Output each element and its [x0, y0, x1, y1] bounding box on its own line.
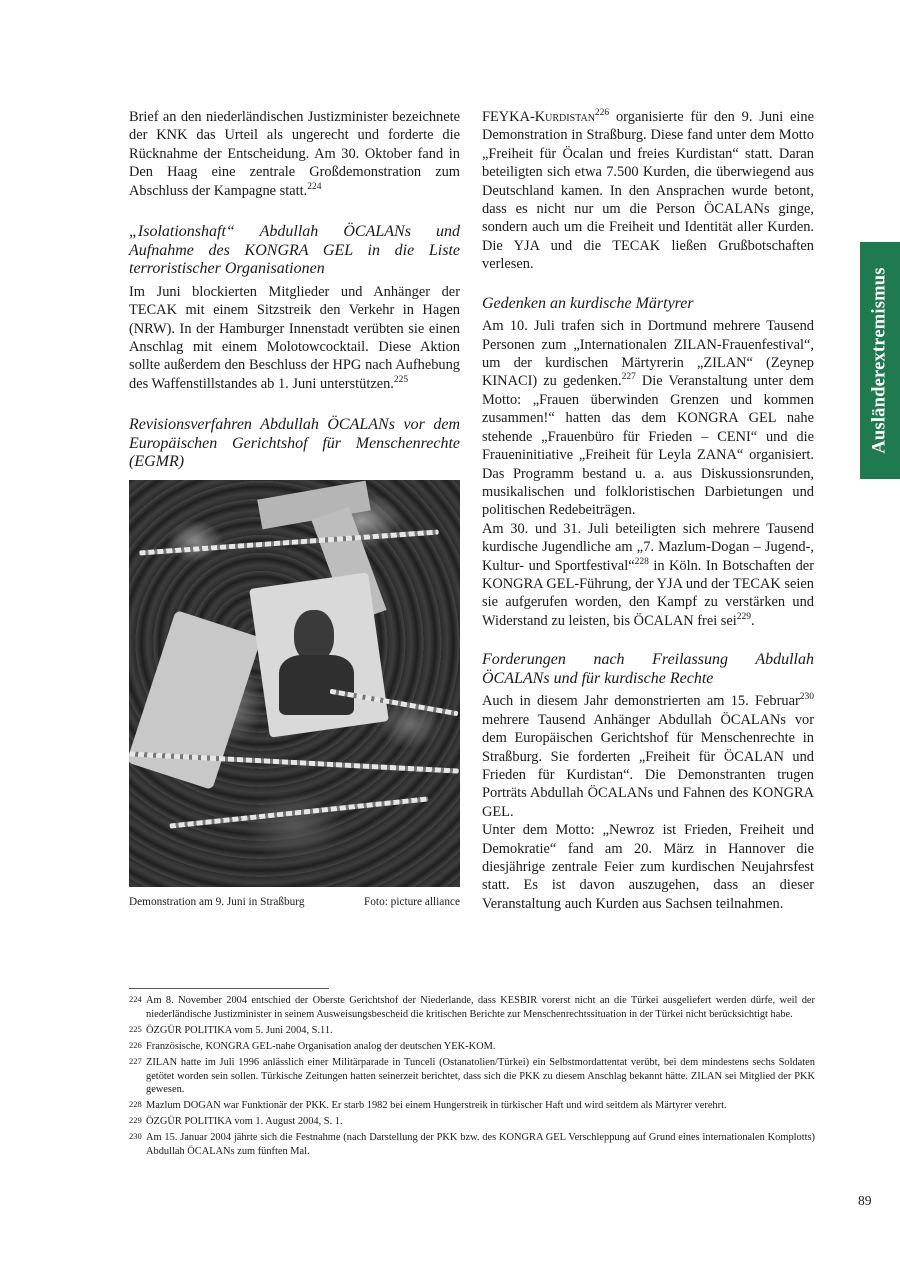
- footnote-number: 224: [129, 994, 142, 1004]
- footnote-item: [129, 1040, 815, 1054]
- section-heading-forderungen: Forderungen nach Freilassung Abdullah ÖCALANs und für kurdische Rechte: [482, 651, 814, 687]
- footnote-text: Mazlum DOGAN war Funktionär der PKK. Er starb 1982 bei einem Hungerstreik in türkischer Haft und wird seitdem als Märtyrer verehrt.: [146, 1100, 727, 1112]
- footnote-item: [129, 1131, 815, 1159]
- footnote-number: 225: [129, 1023, 142, 1034]
- footnote-ref[interactable]: 228: [634, 556, 649, 567]
- footnote-ref[interactable]: 225: [393, 374, 409, 385]
- footnote-text: ZILAN hatte im Juli 1996 anlässlich einer Militärparade in Tunceli (Ostanatolien/Türkei) ein Selbstmordattentat verübt, bei dem mindestens sechs Soldaten getötet worden sein sollen. Türkische Zeitungen hatten seinerzeit berichtet, dass sich die PKK zu diesem Anschlag bekannt hätte. ZILAN sei Mitglied der PKK gewesen.: [146, 1056, 815, 1096]
- footnote-item: [129, 1115, 815, 1129]
- right-column: [482, 108, 814, 913]
- paragraph-tecak-juni: Im Juni blockierten Mitglieder und Anhänger der TECAK mit einem Sitzstreik den Verkehr in Hagen (NRW). In der Hamburger Innenstadt verübten sie einen Anschlag mit einem Molotowcocktail. Diese Aktion sollte außerdem den Beschluss der HPG nach Aufhebung des Waffenstillstandes ab 1. Juni unterstützen.$^{225}$: [129, 283, 460, 392]
- footnotes: [129, 994, 815, 1161]
- section-heading-isolationshaft: „Isolationshaft“ Abdullah ÖCALANs und Aufnahme des KONGRA GEL in die Liste terroristischer Organisationen: [129, 223, 460, 278]
- footnote-number: 230: [129, 1131, 142, 1142]
- left-column: [129, 108, 460, 909]
- footnote-item: [129, 1056, 815, 1098]
- chapter-side-tab-label: Ausländerextremismus: [869, 267, 890, 454]
- footnote-ref[interactable]: 229: [736, 611, 752, 622]
- footnote-divider: [129, 988, 329, 989]
- page-number: 89: [858, 1193, 872, 1208]
- paragraph-feyka: FEYKA-Kurdistan$^{226}$ organisierte für den 9. Juni eine Demonstration in Straßburg. Diese fand unter dem Motto „Freiheit für Öcalan und freies Kurdistan“ statt. Daran beteiligten sich etwa 7.500 Kurden, die überwiegend aus Deutschland kamen. In den Ansprachen wurde betont, dass es nicht nur um die Person ÖCALANs ginge, sondern auch um die Freiheit und Identität aller Kurden. Die YJA und die TECAK ließen Grußbotschaften verlesen.: [482, 108, 814, 273]
- footnote-ref[interactable]: 230: [799, 692, 814, 703]
- section-heading-revisionsverfahren: Revisionsverfahren Abdullah ÖCALANs vor dem Europäischen Gerichtshof für Menschenrechte (EGMR): [129, 416, 460, 471]
- intro-paragraph: Brief an den niederländischen Justizminister bezeichnete der KNK das Urteil als ungerecht und forderte die Rücknahme der Entscheidung. Am 30. Oktober fand in Den Haag eine zentrale Großdemonstration zum Abschluss der Kampagne statt.$^{224}$: [129, 109, 460, 199]
- footnote-number: 227: [129, 1055, 142, 1066]
- footnote-number: 228: [129, 1099, 142, 1110]
- paragraph-mazlum-dogan: Am 30. und 31. Juli beteiligten sich mehrere Tausend kurdische Jugendliche am „7. Mazlum-Dogan – Jugend-, Kultur- und Sportfestival“$^{228}$ in Köln. In Botschaften der KONGRA GEL-Führung, der YJA und der TECAK seien sie aufgerufen worden, den Kampf zu verstärken und Widerstand zu leisten, bis ÖCALAN frei sei$^{229}$.: [482, 520, 814, 629]
- footnote-text: Französische, KONGRA GEL-nahe Organisation analog der deutschen YEK-KOM.: [146, 1040, 496, 1052]
- footnote-ref[interactable]: 226: [594, 108, 610, 118]
- footnote-number: 229: [129, 1115, 142, 1126]
- caption-text: Demonstration am 9. Juni in Straßburg: [129, 896, 305, 909]
- footnote-item: [129, 1099, 815, 1113]
- footnote-ref[interactable]: 224: [307, 181, 322, 192]
- footnote-item: [129, 1024, 815, 1038]
- footnote-item: [129, 994, 815, 1022]
- footnote-ref[interactable]: 227: [621, 372, 636, 383]
- footnote-text: Am 15. Januar 2004 jährte sich die Festnahme (nach Darstellung der PKK bzw. des KONGRA GEL Verschleppung auf Grund eines internationalen Komplotts) Abdullah ÖCALANs zum fünften Mal.: [146, 1132, 815, 1158]
- chapter-side-tab: [860, 242, 900, 479]
- footnote-text: ÖZGÜR POLITIKA vom 5. Juni 2004, S.11.: [146, 1024, 333, 1036]
- photo-caption: [129, 895, 460, 909]
- footnote-number: 226: [129, 1039, 142, 1050]
- section-heading-gedenken: Gedenken an kurdische Märtyrer: [482, 294, 694, 312]
- footnote-text: ÖZGÜR POLITIKA vom 1. August 2004, S. 1.: [146, 1116, 343, 1128]
- paragraph-februar-demo: Auch in diesem Jahr demonstrierten am 15. Februar$^{230}$ mehrere Tausend Anhänger Abdullah ÖCALANs vor dem Europäischen Gerichtshof für Menschenrechte in Straßburg. Sie forderten „Freiheit für ÖCALAN und Frieden für Kurdistan“. Die Demonstranten trugen Porträts Abdullah ÖCALANs und Fahnen des KONGRA GEL.: [482, 692, 814, 820]
- paragraph-newroz: Unter dem Motto: „Newroz ist Frieden, Freiheit und Demokratie“ fand am 20. März in Hannover die diesjährige zentrale Feier zum kurdischen Neujahrsfest statt. Es ist davon auszugehen, dass an dieser Veranstaltung auch Kurden aus Sachsen teilnahmen.: [482, 822, 814, 912]
- paragraph-zilan-festival: Am 10. Juli trafen sich in Dortmund mehrere Tausend Personen zum „Internationalen ZILAN-Frauenfestival“, um der kurdischen Märtyrerin „ZILAN“ (Zeynep KINACI) zu gedenken.$^{227}$ Die Veranstaltung unter dem Motto: „Frauen überwinden Grenzen und kommen zusammen!“ hatten das dem KONGRA GEL nahe stehende „Frauenbüro für Frieden – CENI“ und die Fraueninitiative „Freiheit für Leyla ZANA“ organisiert. Das Programm bestand u. a. aus Diskussionsrunden, musikalischen und folkloristischen Darbietungen und politischen Redebeiträgen.: [482, 318, 814, 519]
- demonstration-photo: [129, 480, 460, 887]
- footnote-text: Am 8. November 2004 entschied der Oberste Gerichtshof der Niederlande, dass KESBIR vorerst nicht an die Türkei ausgeliefert werden dürfe, weil der niederländische Justizminister in seinem Ausweisungsbescheid die kritischen Berichte zur Menschenrechtssituation in der Türkei nicht berücksichtigt habe.: [146, 995, 815, 1020]
- photo-credit: Foto: picture alliance: [364, 896, 460, 909]
